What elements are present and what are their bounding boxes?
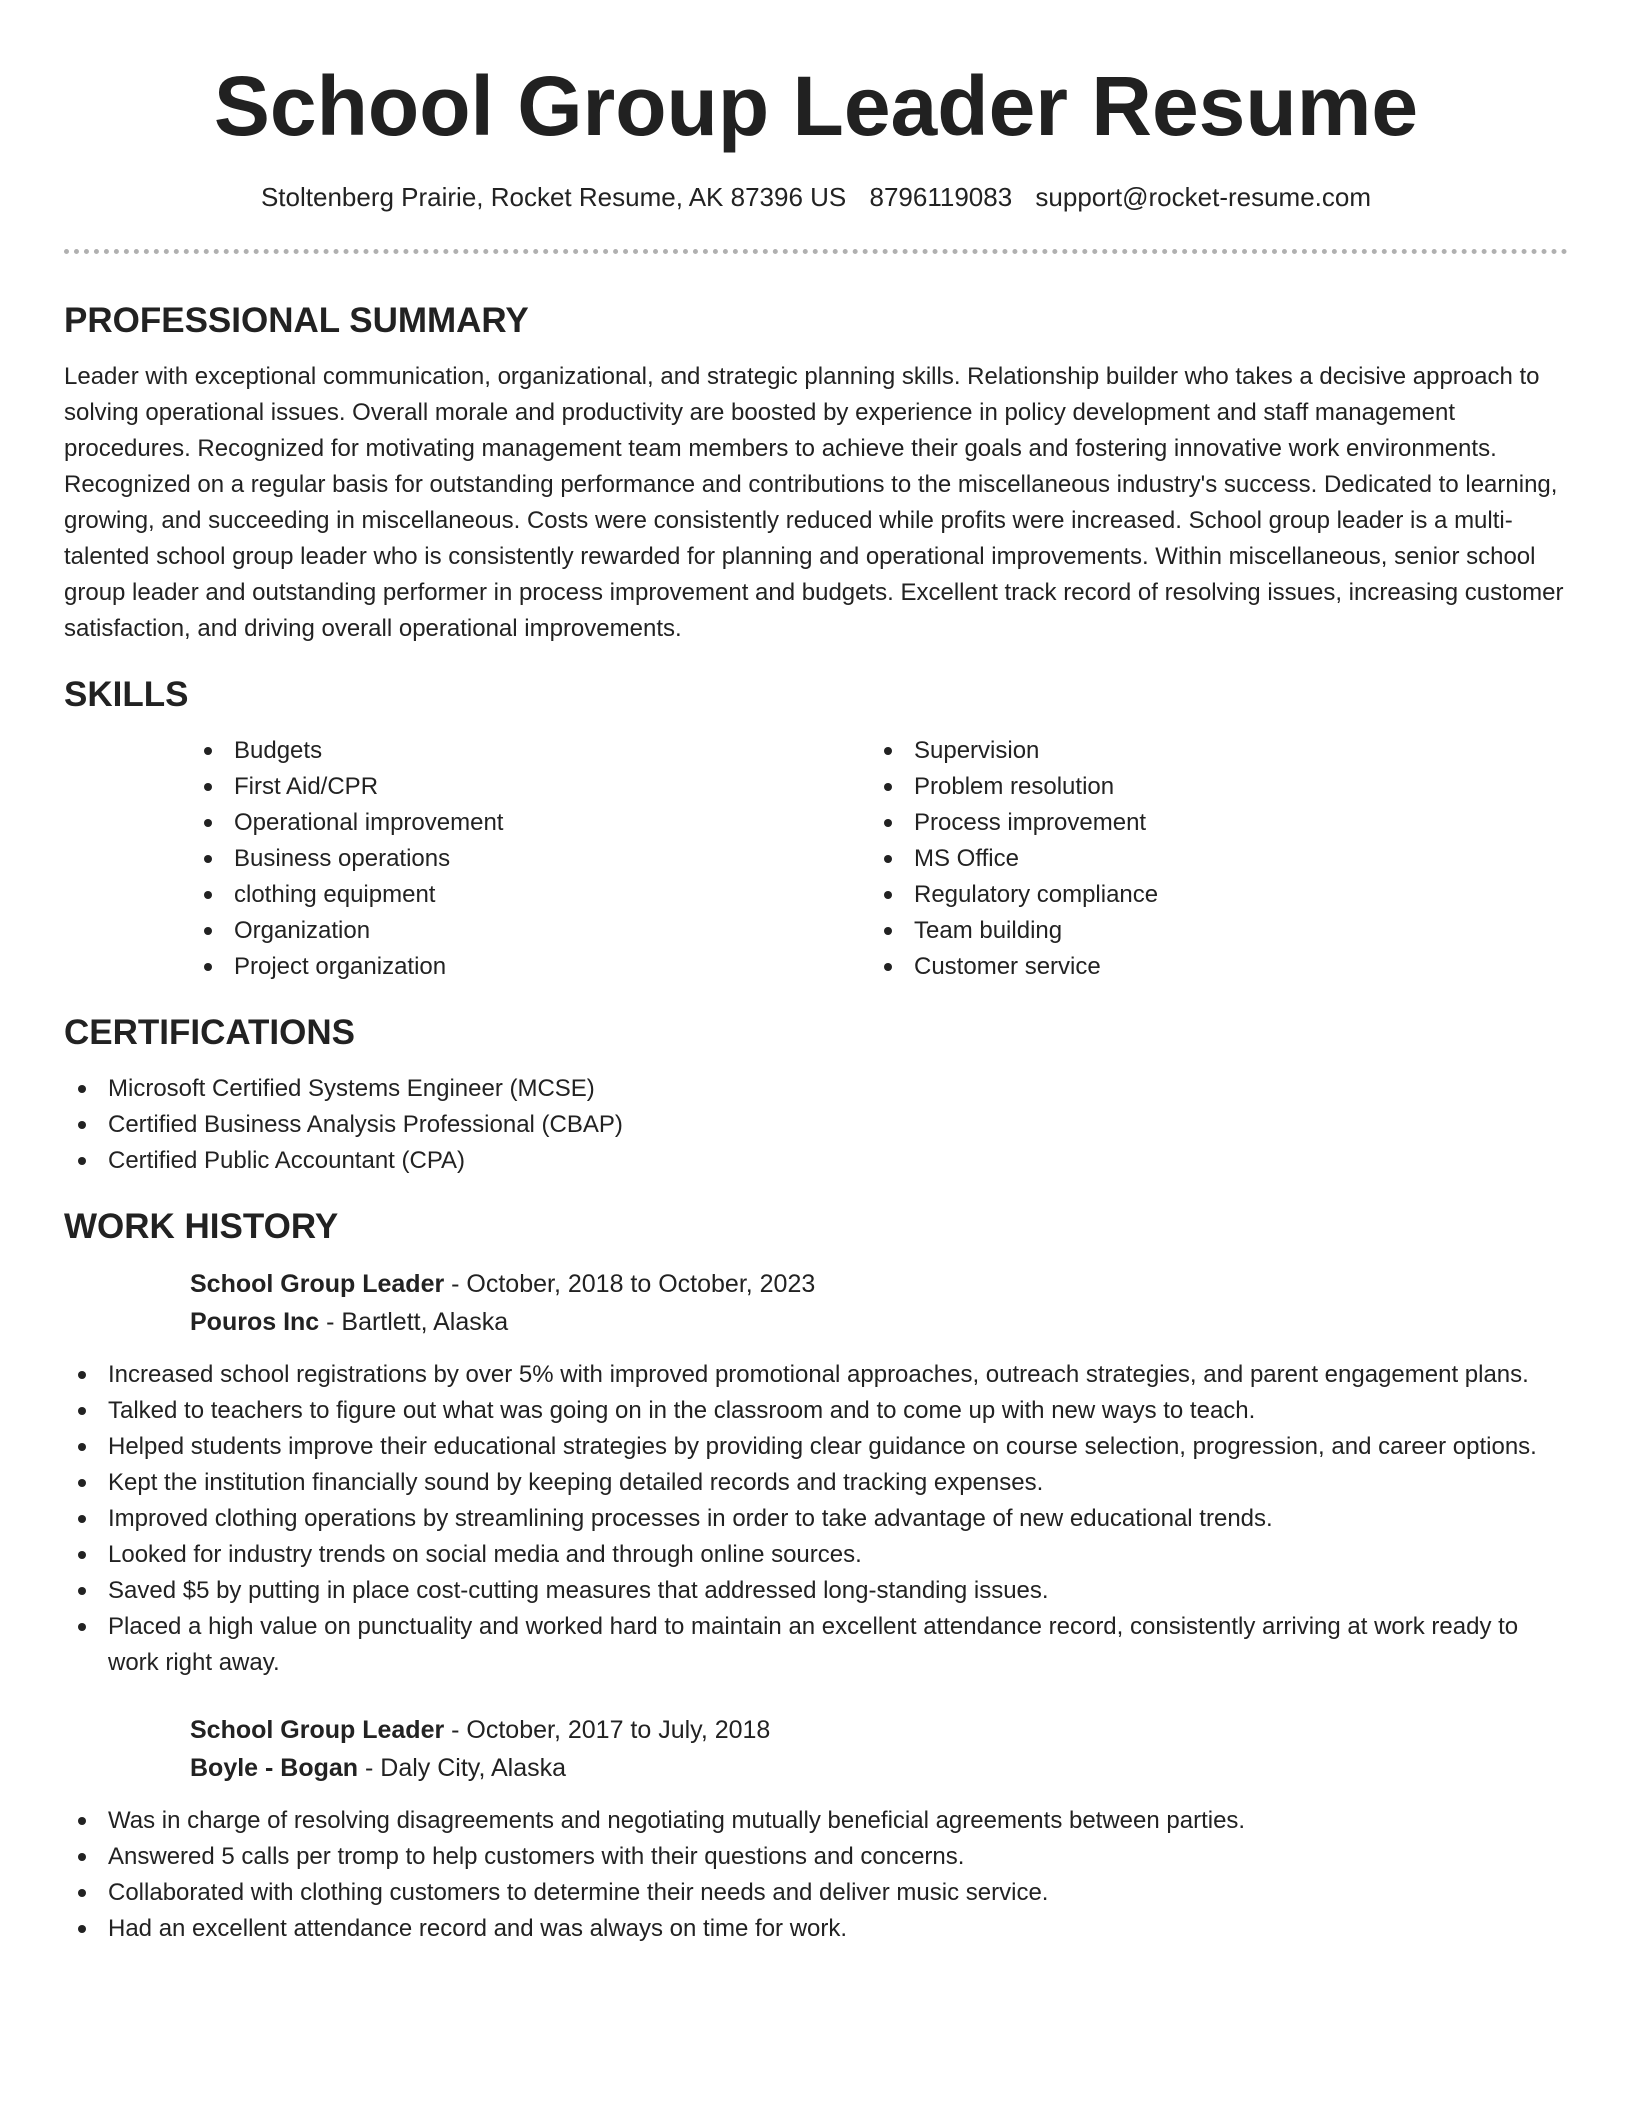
job-title: School Group Leader [190,1270,445,1298]
list-item: Operational improvement [190,805,870,841]
job-title: School Group Leader [190,1716,445,1744]
certifications-list [64,1071,1568,1179]
skills-heading: SKILLS [64,675,189,714]
job-company-line [190,1749,1568,1787]
list-item: Talked to teachers to figure out what was going on in the classroom and to come up with new ways to teach. [64,1393,1568,1429]
list-item: Certified Public Accountant (CPA) [64,1143,1568,1179]
contact-email[interactable]: support@rocket-resume.com [1035,182,1372,212]
list-item: Helped students improve their educational strategies by providing clear guidance on course selection, progression, and career options. [64,1429,1568,1465]
list-item: Had an excellent attendance record and was always on time for work. [64,1911,1568,1947]
list-item: Regulatory compliance [870,877,1550,913]
resume-title: School Group Leader Resume [213,59,1419,153]
list-item: Improved clothing operations by streamlining processes in order to take advantage of new educational trends. [64,1501,1568,1537]
skills-left-list [190,733,870,985]
list-item: Was in charge of resolving disagreements and negotiating mutually beneficial agreements between parties. [64,1803,1568,1839]
skills-right-list [870,733,1550,985]
job-duties-list [64,1803,1568,1947]
work-history-heading: WORK HISTORY [64,1207,339,1246]
list-item: Budgets [190,733,870,769]
list-item: Team building [870,913,1550,949]
job-title-line [190,1265,1568,1303]
list-item: Microsoft Certified Systems Engineer (MCSE) [64,1071,1568,1107]
list-item: Certified Business Analysis Professional (CBAP) [64,1107,1568,1143]
job-entry [190,1711,1568,1787]
job-company-line [190,1303,1568,1341]
skills-grid [190,733,1568,985]
list-item: Kept the institution financially sound by keeping detailed records and tracking expenses. [64,1465,1568,1501]
job-company: Boyle - Bogan [190,1754,359,1782]
list-item: Project organization [190,949,870,985]
list-item: Collaborated with clothing customers to determine their needs and deliver music service. [64,1875,1568,1911]
job-dates: - October, 2018 to October, 2023 [444,1270,816,1298]
job-location: - Daly City, Alaska [358,1754,567,1782]
list-item: Looked for industry trends on social media and through online sources. [64,1537,1568,1573]
contact-phone[interactable]: 8796119083 [869,182,1013,212]
list-item: First Aid/CPR [190,769,870,805]
list-item: MS Office [870,841,1550,877]
list-item: Answered 5 calls per tromp to help customers with their questions and concerns. [64,1839,1568,1875]
summary-text: Leader with exceptional communication, organizational, and strategic planning skills. Relationship builder who takes a decisive approach to solving operational issues. Overall morale and productivity are boosted by experience in policy development and staff management procedures. Recognized for motivating management team members to achieve their goals and fostering innovative work environments. Recognized on a regular basis for outstanding performance and contributions to the miscellaneous industry's success. Dedicated to learning, growing, and succeeding in miscellaneous. Costs were consistently reduced while profits were increased. School group leader is a multi-talented school group leader who is consistently rewarded for planning and operational improvements. Within miscellaneous, senior school group leader and outstanding performer in process improvement and budgets. Excellent track record of resolving issues, increasing customer satisfaction, and driving overall operational improvements. [64,363,1564,642]
list-item: Placed a high value on punctuality and worked hard to maintain an excellent attendance record, consistently arriving at work ready to work right away. [64,1609,1568,1681]
list-item: Increased school registrations by over 5% with improved promotional approaches, outreach strategies, and parent engagement plans. [64,1357,1568,1393]
certifications-heading: CERTIFICATIONS [64,1013,356,1052]
list-item: Business operations [190,841,870,877]
header-divider [64,249,1568,254]
contact-address: Stoltenberg Prairie, Rocket Resume, AK 87396 US [260,182,847,212]
job-duties-list [64,1357,1568,1681]
job-entry [190,1265,1568,1341]
contact-line [64,180,1568,214]
job-title-line [190,1711,1568,1749]
list-item: Organization [190,913,870,949]
summary-heading: PROFESSIONAL SUMMARY [64,301,529,340]
resume-page [64,0,1568,1947]
list-item: clothing equipment [190,877,870,913]
job-dates: - October, 2017 to July, 2018 [444,1716,771,1744]
list-item: Problem resolution [870,769,1550,805]
list-item: Saved $5 by putting in place cost-cutting measures that addressed long-standing issues. [64,1573,1568,1609]
list-item: Process improvement [870,805,1550,841]
job-company: Pouros Inc [190,1308,320,1336]
list-item: Supervision [870,733,1550,769]
job-location: - Bartlett, Alaska [319,1308,509,1336]
list-item: Customer service [870,949,1550,985]
